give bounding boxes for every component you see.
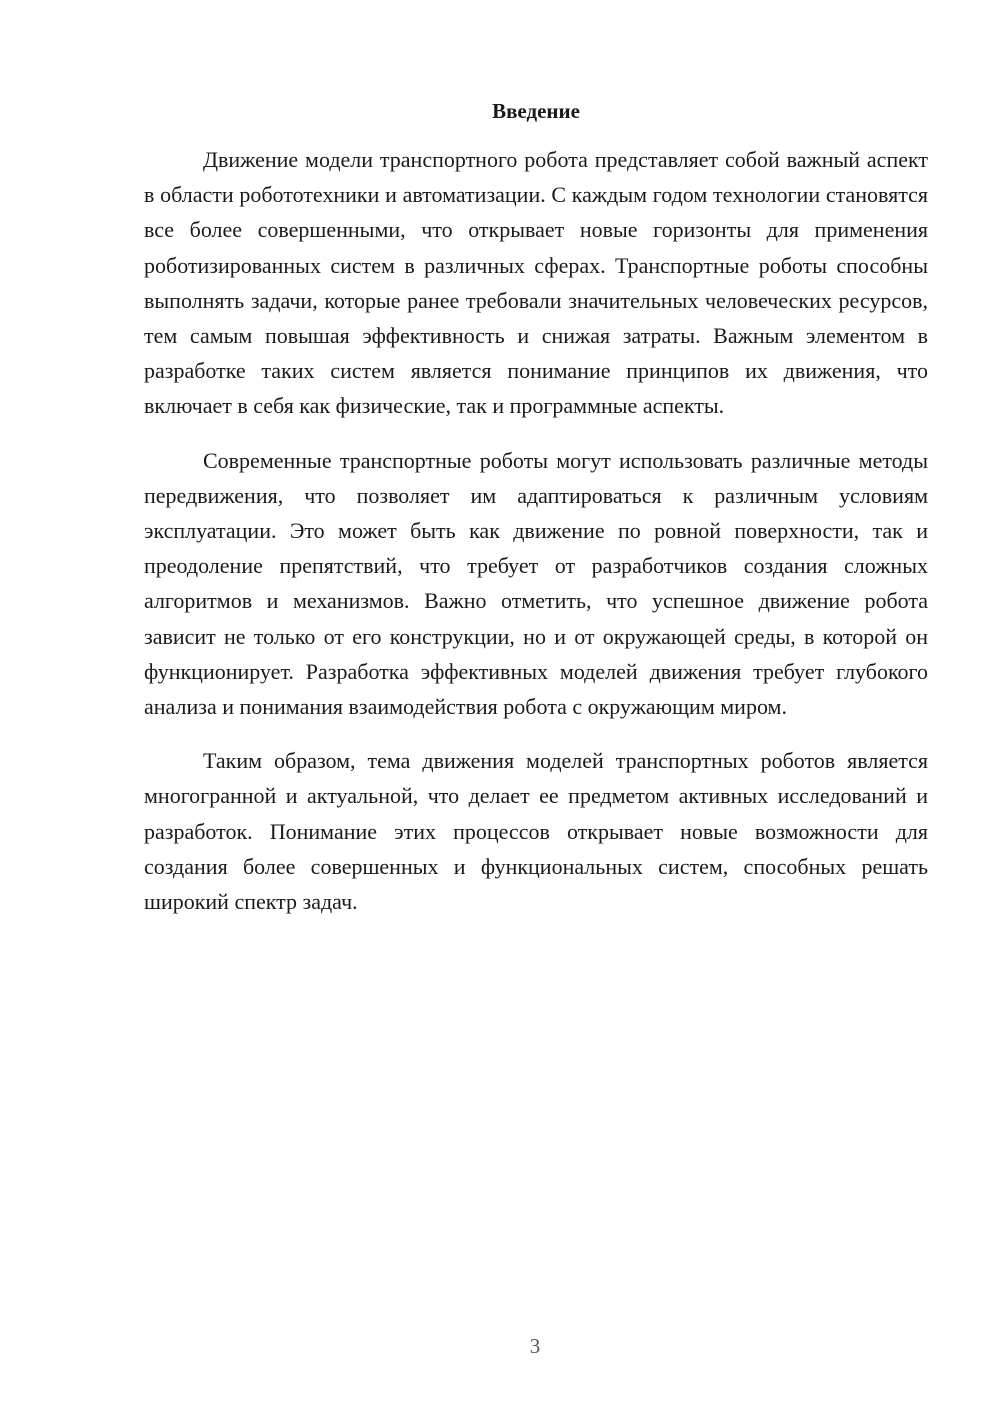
paragraph-3: Таким образом, тема движения моделей транспортных роботов является многогранной и актуальной, что делает ее предметом активных исследований и разработок. Понимание этих процессов открывает новые возможности для создания более совершенных и функциональных систем, способных решать широкий спектр задач. bbox=[144, 748, 928, 915]
page-number: 3 bbox=[529, 1334, 541, 1358]
paragraph-2: Современные транспортные роботы могут использовать различные методы передвижения, что позволяет им адаптироваться к различным условиям эксплуатации. Это может быть как движение по ровной поверхности, так и преодоление препятствий, что требует от разработчиков создания сложных алгоритмов и механизмов. Важно отметить, что успешное движение робота зависит не только от его конструкции, но и от окружающей среды, в которой он функционирует. Разработка эффективных моделей движения требует глубокого анализа и понимания взаимодействия робота с окружающим миром. bbox=[144, 447, 928, 720]
body-text bbox=[144, 142, 928, 938]
paragraph-1: Движение модели транспортного робота представляет собой важный аспект в области робототехники и автоматизации. С каждым годом технологии становятся все более совершенными, что открывает новые горизонты для применения роботизированных систем в различных сферах. Транспортные роботы способны выполнять задачи, которые ранее требовали значительных человеческих ресурсов, тем самым повышая эффективность и снижая затраты. Важным элементом в разработке таких систем является понимание принципов их движения, что включает в себя как физические, так и программные аспекты. bbox=[144, 147, 928, 419]
section-heading: Введение bbox=[492, 99, 580, 123]
